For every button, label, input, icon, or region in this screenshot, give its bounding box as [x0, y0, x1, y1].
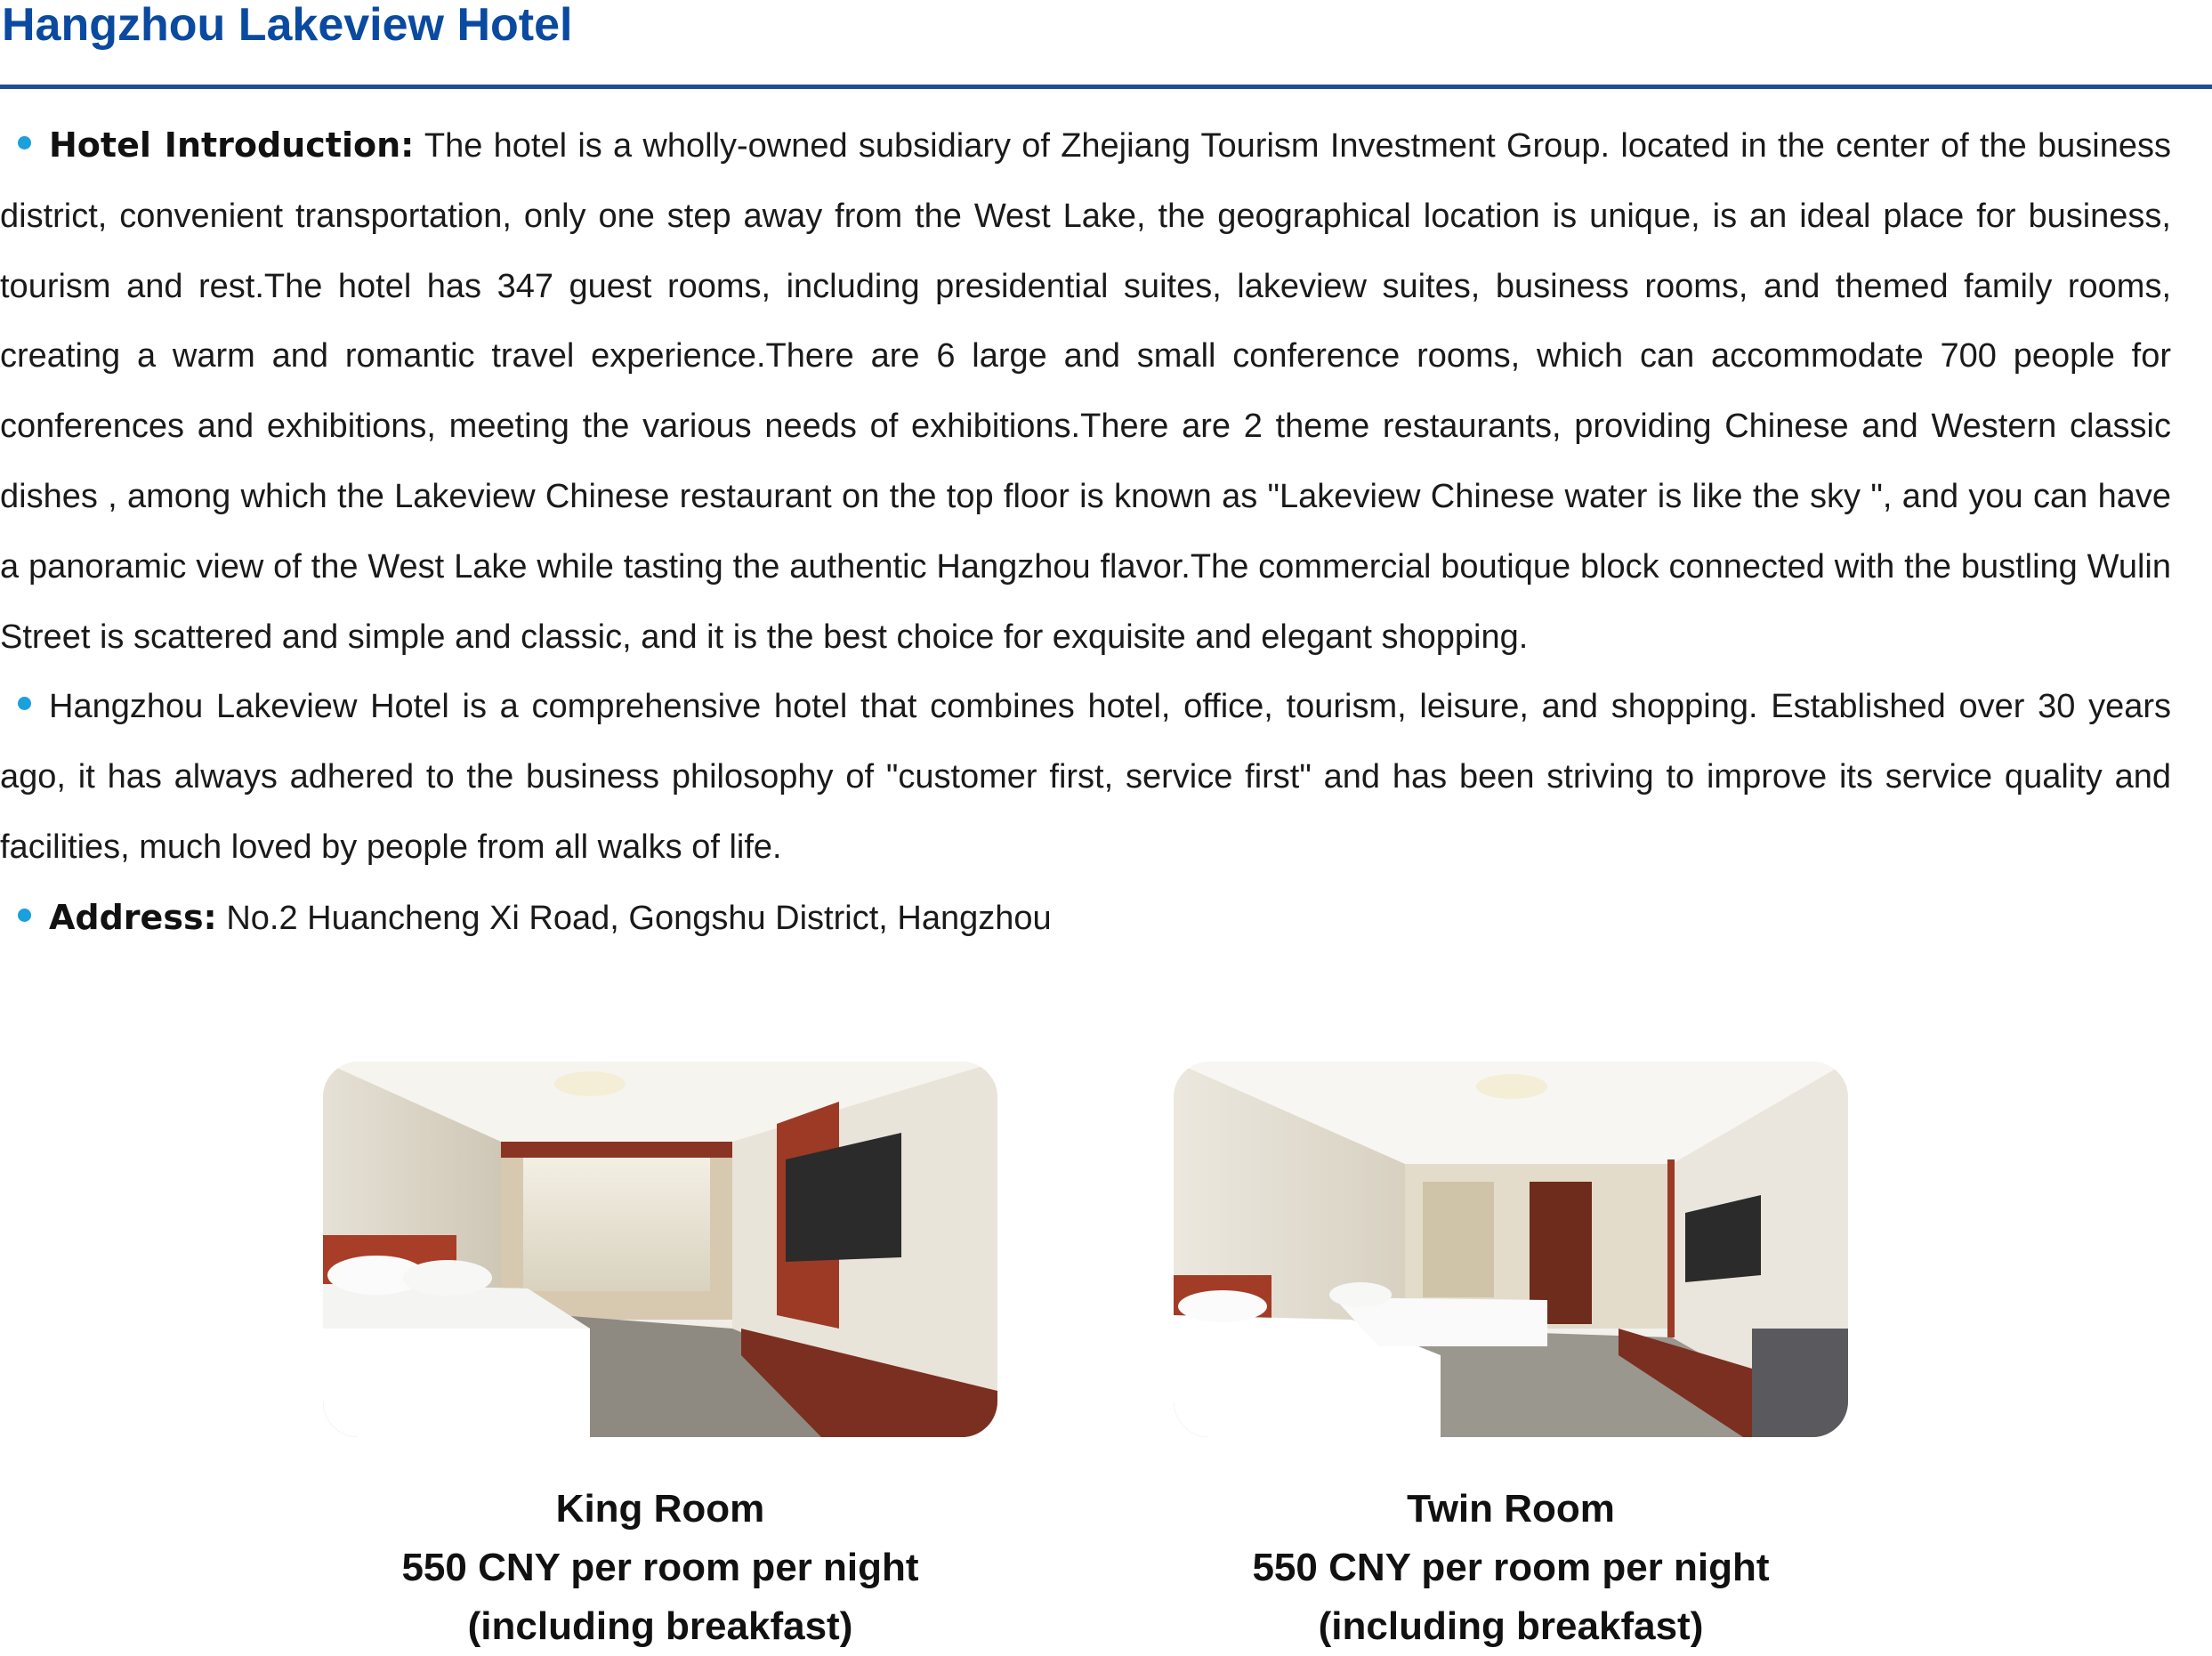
- king-room-photo: [323, 1062, 997, 1437]
- about-paragraph: [0, 672, 2171, 882]
- about-text: Hangzhou Lakeview Hotel is a comprehensive hotel that combines hotel, office, tourism, leisure, and shopping. Established over 30 years ago, it has always adhered to the business philosophy of "customer first, service first" and has been striving to improve its service quality and facilities, much loved by people from all walks of life.: [0, 688, 2171, 866]
- room-card-twin: [1174, 1062, 1848, 1648]
- intro-label: Hotel Introduction: [49, 125, 401, 165]
- room-price: 550 CNY per room per night: [401, 1546, 919, 1589]
- intro-label-colon: :: [400, 125, 415, 165]
- address-paragraph: [0, 883, 2171, 954]
- room-note: (including breakfast): [1318, 1604, 1704, 1648]
- room-price: 550 CNY per room per night: [1252, 1546, 1770, 1589]
- bullet-icon: [18, 697, 31, 710]
- intro-paragraph: [0, 110, 2171, 672]
- room-name: Twin Room: [1407, 1487, 1615, 1531]
- intro-text: The hotel is a wholly-owned subsidiary of Zhejiang Tourism Investment Group. located in the center of the business district, convenient transportation, only one step away from the West Lake, the geographical location is unique, is an ideal place for business, tourism and rest.The hotel has 347 guest rooms, including presidential suites, lakeview suites, business rooms, and themed family rooms, creating a warm and romantic travel experience.There are 6 large and small conference rooms, which can accommodate 700 people for conferences and exhibitions, meeting the various needs of exhibitions.There are 2 theme restaurants, providing Chinese and Western classic dishes , among which the Lakeview Chinese restaurant on the top floor is known as "Lakeview Chinese water is like the sky ", and you can have a panoramic view of the West Lake while tasting the authentic Hangzhou flavor.The commercial boutique block connected with the bustling Wulin Street is scattered and simple and classic, and it is the best choice for exquisite and elegant shopping.: [0, 127, 2171, 656]
- bullet-icon: [18, 136, 31, 149]
- room-name: King Room: [555, 1487, 765, 1531]
- title-divider: [0, 85, 2212, 89]
- king-room-caption: [234, 1480, 1086, 1656]
- room-note: (including breakfast): [467, 1604, 853, 1648]
- twin-room-caption: [1085, 1480, 1937, 1656]
- room-card-king: [323, 1062, 997, 1648]
- twin-room-photo: [1174, 1062, 1848, 1437]
- address-label: Address:: [49, 897, 217, 937]
- bullet-icon: [18, 909, 31, 922]
- hotel-description: [0, 110, 2171, 954]
- page-title: Hangzhou Lakeview Hotel: [2, 0, 573, 51]
- address-text: No.2 Huancheng Xi Road, Gongshu District, Hangzhou: [216, 899, 1052, 937]
